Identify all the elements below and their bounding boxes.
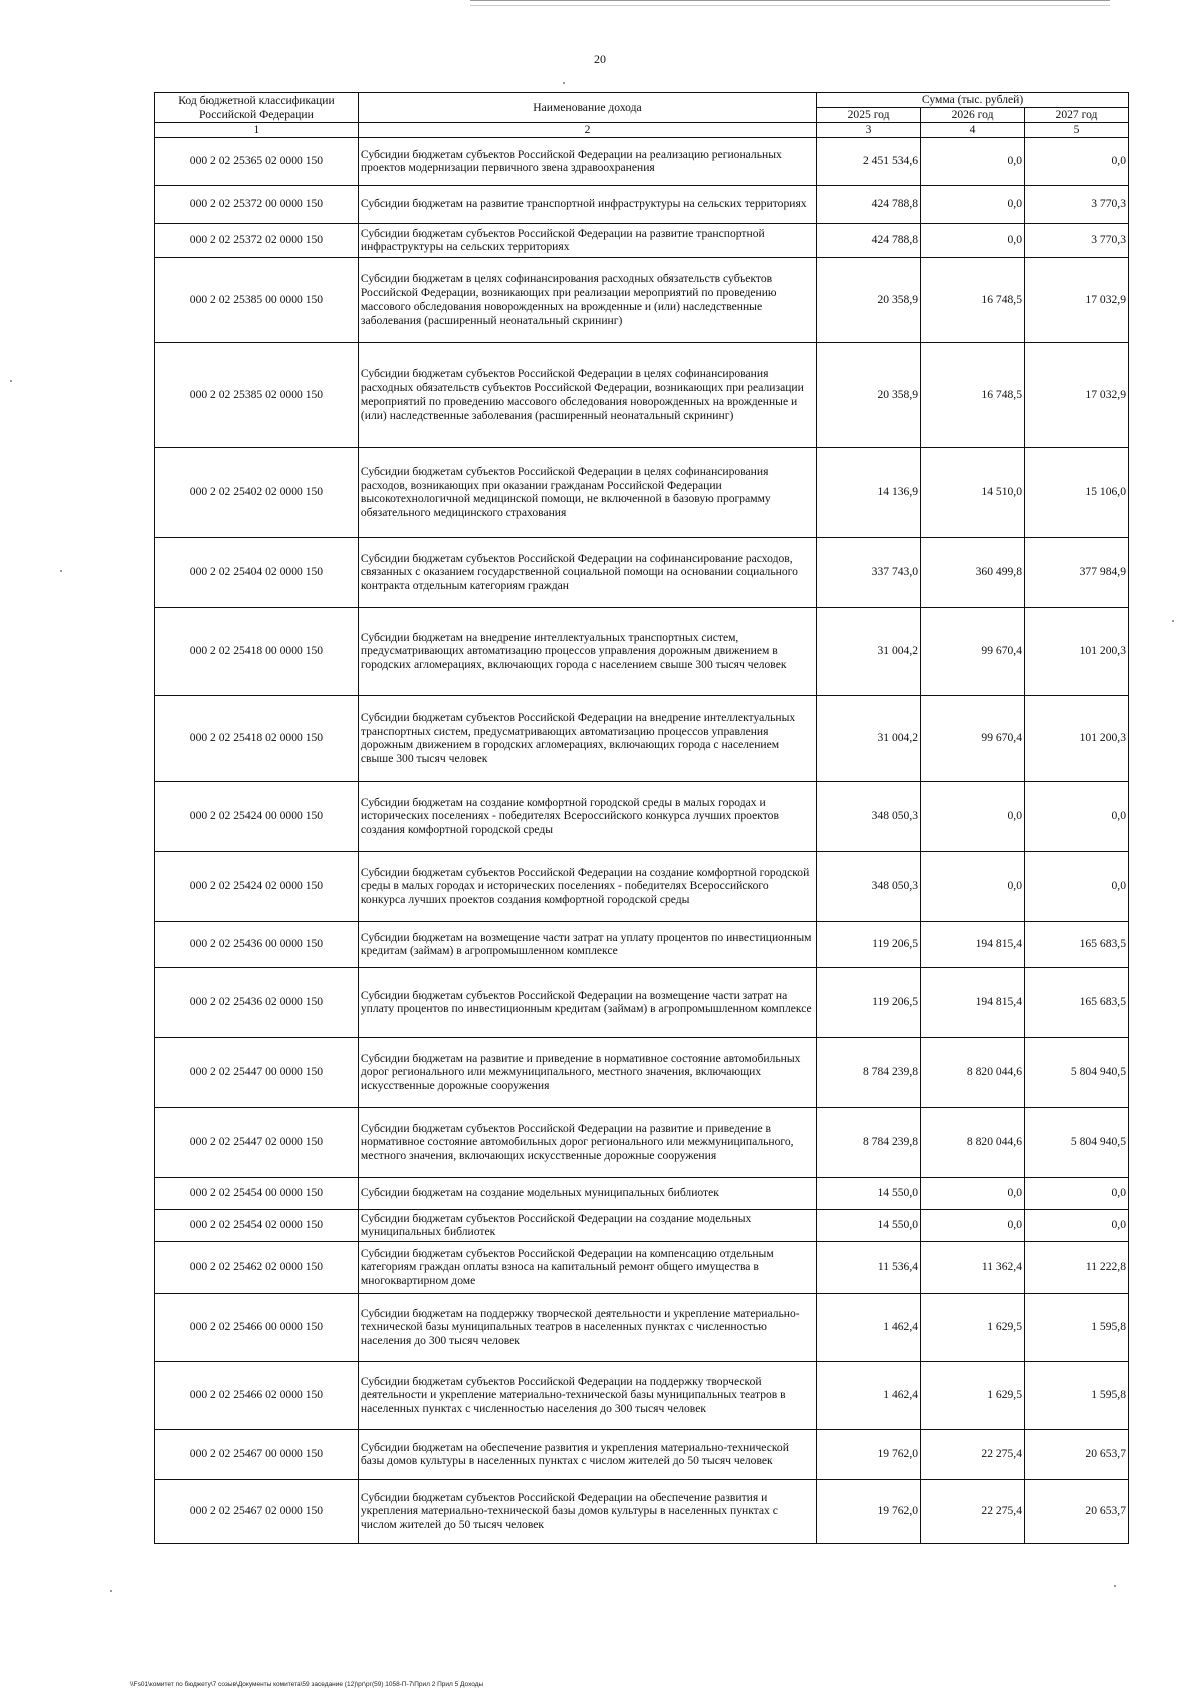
income-name-cell: Субсидии бюджетам на возмещение части затрат на уплату процентов по инвестиционным кредитам (займам) в агропромышленном комплексе	[358, 921, 816, 967]
amount-2026-cell: 1 629,5	[921, 1361, 1025, 1429]
scan-edge-line	[470, 5, 1110, 6]
amount-2026-cell: 0,0	[921, 781, 1025, 851]
amount-2026-cell: 99 670,4	[921, 695, 1025, 781]
table-row	[155, 967, 1129, 1037]
header-sum: Сумма (тыс. рублей)	[817, 93, 1129, 108]
amount-2026-cell: 194 815,4	[921, 967, 1025, 1037]
page-number: 20	[594, 52, 606, 66]
income-name-cell: Субсидии бюджетам на поддержку творческой деятельности и укрепление материально-технической базы муниципальных театров в населенных пунктах с численностью населения до 300 тысяч человек	[358, 1293, 816, 1361]
amount-2025-cell: 14 550,0	[817, 1177, 921, 1209]
income-name-cell: Субсидии бюджетам на развитие и приведение в нормативное состояние автомобильных дорог регионального или межмуниципального, местного значения, включающих искусственные дорожные сооружения	[358, 1037, 816, 1107]
table-row	[155, 695, 1129, 781]
amount-2026-cell: 99 670,4	[921, 607, 1025, 695]
amount-2026-cell: 0,0	[921, 1209, 1025, 1241]
income-name-cell: Субсидии бюджетам субъектов Российской Федерации на создание модельных муниципальных библиотек	[358, 1209, 816, 1241]
amount-2026-cell: 11 362,4	[921, 1241, 1025, 1293]
amount-2025-cell: 424 788,8	[817, 223, 921, 257]
income-name-cell: Субсидии бюджетам на внедрение интеллектуальных транспортных систем, предусматривающих автоматизацию процессов управления дорожным движением в городских агломерациях, включающих города с населением свыше 300 тысяч человек	[358, 607, 816, 695]
income-name-cell: Субсидии бюджетам субъектов Российской Федерации на возмещение части затрат на уплату процентов по инвестиционным кредитам (займам) в агропромышленном комплексе	[358, 967, 816, 1037]
table-row	[155, 257, 1129, 342]
amount-2025-cell: 20 358,9	[817, 257, 921, 342]
table-row	[155, 607, 1129, 695]
amount-2027-cell: 20 653,7	[1025, 1479, 1129, 1543]
table-row	[155, 185, 1129, 223]
table-body	[155, 137, 1129, 1543]
amount-2025-cell: 14 550,0	[817, 1209, 921, 1241]
income-name-cell: Субсидии бюджетам субъектов Российской Федерации в целях софинансирования расходных обязательств субъектов Российской Федерации, возникающих при реализации мероприятий по проведению массового обследования новорожденных на врожденные и (или) наследственные заболевания (расширенный неонатальный скрининг)	[358, 342, 816, 447]
amount-2026-cell: 0,0	[921, 1177, 1025, 1209]
amount-2026-cell: 0,0	[921, 223, 1025, 257]
budget-code-cell: 000 2 02 25365 02 0000 150	[155, 137, 359, 185]
amount-2026-cell: 14 510,0	[921, 447, 1025, 537]
table-row	[155, 1037, 1129, 1107]
table-row	[155, 1429, 1129, 1479]
amount-2026-cell: 194 815,4	[921, 921, 1025, 967]
budget-code-cell: 000 2 02 25418 02 0000 150	[155, 695, 359, 781]
income-name-cell: Субсидии бюджетам субъектов Российской Федерации на компенсацию отдельным категориям граждан оплаты взноса на капитальный ремонт общего имущества в многоквартирном доме	[358, 1241, 816, 1293]
budget-code-cell: 000 2 02 25418 00 0000 150	[155, 607, 359, 695]
budget-code-cell: 000 2 02 25385 02 0000 150	[155, 342, 359, 447]
amount-2025-cell: 348 050,3	[817, 851, 921, 921]
table-row	[155, 447, 1129, 537]
amount-2025-cell: 31 004,2	[817, 607, 921, 695]
header-code: Код бюджетной классификации Российской Федерации	[155, 93, 359, 123]
amount-2027-cell: 3 770,3	[1025, 185, 1129, 223]
amount-2026-cell: 1 629,5	[921, 1293, 1025, 1361]
income-name-cell: Субсидии бюджетам субъектов Российской Федерации на развитие транспортной инфраструктуры на сельских территориях	[358, 223, 816, 257]
amount-2025-cell: 20 358,9	[817, 342, 921, 447]
amount-2027-cell: 0,0	[1025, 1209, 1129, 1241]
amount-2025-cell: 8 784 239,8	[817, 1037, 921, 1107]
scan-speck	[110, 1590, 112, 1592]
income-name-cell: Субсидии бюджетам на создание модельных муниципальных библиотек	[358, 1177, 816, 1209]
header-year-2025: 2025 год	[817, 108, 921, 123]
income-name-cell: Субсидии бюджетам субъектов Российской Федерации на софинансирование расходов, связанных с оказанием государственной социальной помощи на основании социального контракта отдельным категориям граждан	[358, 537, 816, 607]
income-name-cell: Субсидии бюджетам субъектов Российской Федерации на внедрение интеллектуальных транспортных систем, предусматривающих автоматизацию процессов управления дорожным движением в городских агломерациях, включающих города с населением свыше 300 тысяч человек	[358, 695, 816, 781]
table-row	[155, 223, 1129, 257]
income-name-cell: Субсидии бюджетам в целях софинансирования расходных обязательств субъектов Российской Федерации, возникающих при реализации мероприятий по проведению массового обследования новорожденных на врожденные и (или) наследственные заболевания (расширенный неонатальный скрининг)	[358, 257, 816, 342]
amount-2027-cell: 0,0	[1025, 1177, 1129, 1209]
amount-2025-cell: 2 451 534,6	[817, 137, 921, 185]
amount-2027-cell: 0,0	[1025, 851, 1129, 921]
amount-2027-cell: 5 804 940,5	[1025, 1037, 1129, 1107]
income-name-cell: Субсидии бюджетам на развитие транспортной инфраструктуры на сельских территориях	[358, 185, 816, 223]
amount-2026-cell: 8 820 044,6	[921, 1107, 1025, 1177]
table-row	[155, 1361, 1129, 1429]
amount-2027-cell: 17 032,9	[1025, 342, 1129, 447]
table-row	[155, 1177, 1129, 1209]
income-name-cell: Субсидии бюджетам на создание комфортной городской среды в малых городах и исторических поселениях - победителях Всероссийского конкурса лучших проектов создания комфортной городской среды	[358, 781, 816, 851]
budget-income-table	[154, 92, 1129, 1544]
budget-code-cell: 000 2 02 25466 02 0000 150	[155, 1361, 359, 1429]
amount-2025-cell: 19 762,0	[817, 1479, 921, 1543]
budget-code-cell: 000 2 02 25424 00 0000 150	[155, 781, 359, 851]
amount-2025-cell: 1 462,4	[817, 1361, 921, 1429]
amount-2027-cell: 1 595,8	[1025, 1293, 1129, 1361]
amount-2026-cell: 360 499,8	[921, 537, 1025, 607]
amount-2025-cell: 424 788,8	[817, 185, 921, 223]
scan-edge-line	[470, 0, 1110, 1]
budget-code-cell: 000 2 02 25467 00 0000 150	[155, 1429, 359, 1479]
table-row	[155, 137, 1129, 185]
table-row	[155, 537, 1129, 607]
amount-2027-cell: 5 804 940,5	[1025, 1107, 1129, 1177]
amount-2026-cell: 16 748,5	[921, 257, 1025, 342]
income-name-cell: Субсидии бюджетам субъектов Российской Федерации на реализацию региональных проектов модернизации первичного звена здравоохранения	[358, 137, 816, 185]
budget-code-cell: 000 2 02 25404 02 0000 150	[155, 537, 359, 607]
amount-2027-cell: 20 653,7	[1025, 1429, 1129, 1479]
amount-2027-cell: 1 595,8	[1025, 1361, 1129, 1429]
amount-2025-cell: 19 762,0	[817, 1429, 921, 1479]
budget-code-cell: 000 2 02 25454 02 0000 150	[155, 1209, 359, 1241]
budget-code-cell: 000 2 02 25402 02 0000 150	[155, 447, 359, 537]
table-row	[155, 781, 1129, 851]
amount-2025-cell: 8 784 239,8	[817, 1107, 921, 1177]
amount-2027-cell: 0,0	[1025, 781, 1129, 851]
table-row	[155, 1209, 1129, 1241]
amount-2025-cell: 11 536,4	[817, 1241, 921, 1293]
column-number: 2	[358, 123, 816, 138]
budget-code-cell: 000 2 02 25466 00 0000 150	[155, 1293, 359, 1361]
income-name-cell: Субсидии бюджетам субъектов Российской Федерации на обеспечение развития и укрепления материально-технической базы домов культуры в населенных пунктах с числом жителей до 50 тысяч человек	[358, 1479, 816, 1543]
amount-2027-cell: 377 984,9	[1025, 537, 1129, 607]
table-row	[155, 1293, 1129, 1361]
budget-code-cell: 000 2 02 25372 00 0000 150	[155, 185, 359, 223]
amount-2027-cell: 165 683,5	[1025, 921, 1129, 967]
column-number: 3	[817, 123, 921, 138]
income-name-cell: Субсидии бюджетам субъектов Российской Федерации в целях софинансирования расходов, возникающих при оказании гражданам Российской Федерации высокотехнологичной медицинской помощи, не включенной в базовую программу обязательного медицинского страхования	[358, 447, 816, 537]
budget-code-cell: 000 2 02 25447 02 0000 150	[155, 1107, 359, 1177]
amount-2025-cell: 119 206,5	[817, 921, 921, 967]
amount-2026-cell: 22 275,4	[921, 1429, 1025, 1479]
budget-code-cell: 000 2 02 25447 00 0000 150	[155, 1037, 359, 1107]
file-path-footer: \\Fs01\комитет по бюджету\7 созыв\Документы комитета\59 заседание (12)\рг\рг(59) 1058-П-7\Прил 2 Прил 5 Доходы	[130, 1681, 484, 1688]
amount-2025-cell: 337 743,0	[817, 537, 921, 607]
amount-2026-cell: 0,0	[921, 851, 1025, 921]
amount-2027-cell: 101 200,3	[1025, 695, 1129, 781]
table-row	[155, 1479, 1129, 1543]
column-number: 5	[1025, 123, 1129, 138]
amount-2027-cell: 3 770,3	[1025, 223, 1129, 257]
table-row	[155, 921, 1129, 967]
amount-2027-cell: 165 683,5	[1025, 967, 1129, 1037]
column-number: 1	[155, 123, 359, 138]
amount-2027-cell: 11 222,8	[1025, 1241, 1129, 1293]
amount-2025-cell: 31 004,2	[817, 695, 921, 781]
column-number: 4	[921, 123, 1025, 138]
scan-speck	[10, 380, 12, 382]
table-row	[155, 1107, 1129, 1177]
amount-2025-cell: 348 050,3	[817, 781, 921, 851]
budget-code-cell: 000 2 02 25385 00 0000 150	[155, 257, 359, 342]
amount-2027-cell: 101 200,3	[1025, 607, 1129, 695]
income-name-cell: Субсидии бюджетам субъектов Российской Федерации на создание комфортной городской среды в малых городах и исторических поселениях - победителях Всероссийского конкурса лучших проектов создания комфортной городской среды	[358, 851, 816, 921]
amount-2026-cell: 22 275,4	[921, 1479, 1025, 1543]
budget-code-cell: 000 2 02 25436 00 0000 150	[155, 921, 359, 967]
table-row	[155, 1241, 1129, 1293]
income-name-cell: Субсидии бюджетам субъектов Российской Федерации на развитие и приведение в нормативное состояние автомобильных дорог регионального или межмуниципального, местного значения, включающих искусственные дорожные сооружения	[358, 1107, 816, 1177]
amount-2026-cell: 16 748,5	[921, 342, 1025, 447]
header-year-2027: 2027 год	[1025, 108, 1129, 123]
amount-2025-cell: 1 462,4	[817, 1293, 921, 1361]
scan-speck	[563, 82, 565, 84]
income-name-cell: Субсидии бюджетам на обеспечение развития и укрепления материально-технической базы домов культуры в населенных пунктах с числом жителей до 50 тысяч человек	[358, 1429, 816, 1479]
budget-code-cell: 000 2 02 25467 02 0000 150	[155, 1479, 359, 1543]
budget-code-cell: 000 2 02 25424 02 0000 150	[155, 851, 359, 921]
scan-speck	[60, 570, 62, 572]
header-name: Наименование дохода	[358, 93, 816, 123]
amount-2026-cell: 0,0	[921, 137, 1025, 185]
scan-speck	[1172, 620, 1174, 622]
table-row	[155, 851, 1129, 921]
amount-2026-cell: 8 820 044,6	[921, 1037, 1025, 1107]
budget-code-cell: 000 2 02 25462 02 0000 150	[155, 1241, 359, 1293]
amount-2027-cell: 17 032,9	[1025, 257, 1129, 342]
amount-2025-cell: 14 136,9	[817, 447, 921, 537]
table-row	[155, 342, 1129, 447]
amount-2027-cell: 0,0	[1025, 137, 1129, 185]
income-name-cell: Субсидии бюджетам субъектов Российской Федерации на поддержку творческой деятельности и укрепление материально-технической базы муниципальных театров в населенных пунктах с численностью населения до 300 тысяч человек	[358, 1361, 816, 1429]
budget-code-cell: 000 2 02 25454 00 0000 150	[155, 1177, 359, 1209]
header-year-2026: 2026 год	[921, 108, 1025, 123]
amount-2025-cell: 119 206,5	[817, 967, 921, 1037]
amount-2027-cell: 15 106,0	[1025, 447, 1129, 537]
budget-code-cell: 000 2 02 25436 02 0000 150	[155, 967, 359, 1037]
scan-speck	[1114, 1585, 1116, 1587]
amount-2026-cell: 0,0	[921, 185, 1025, 223]
budget-code-cell: 000 2 02 25372 02 0000 150	[155, 223, 359, 257]
